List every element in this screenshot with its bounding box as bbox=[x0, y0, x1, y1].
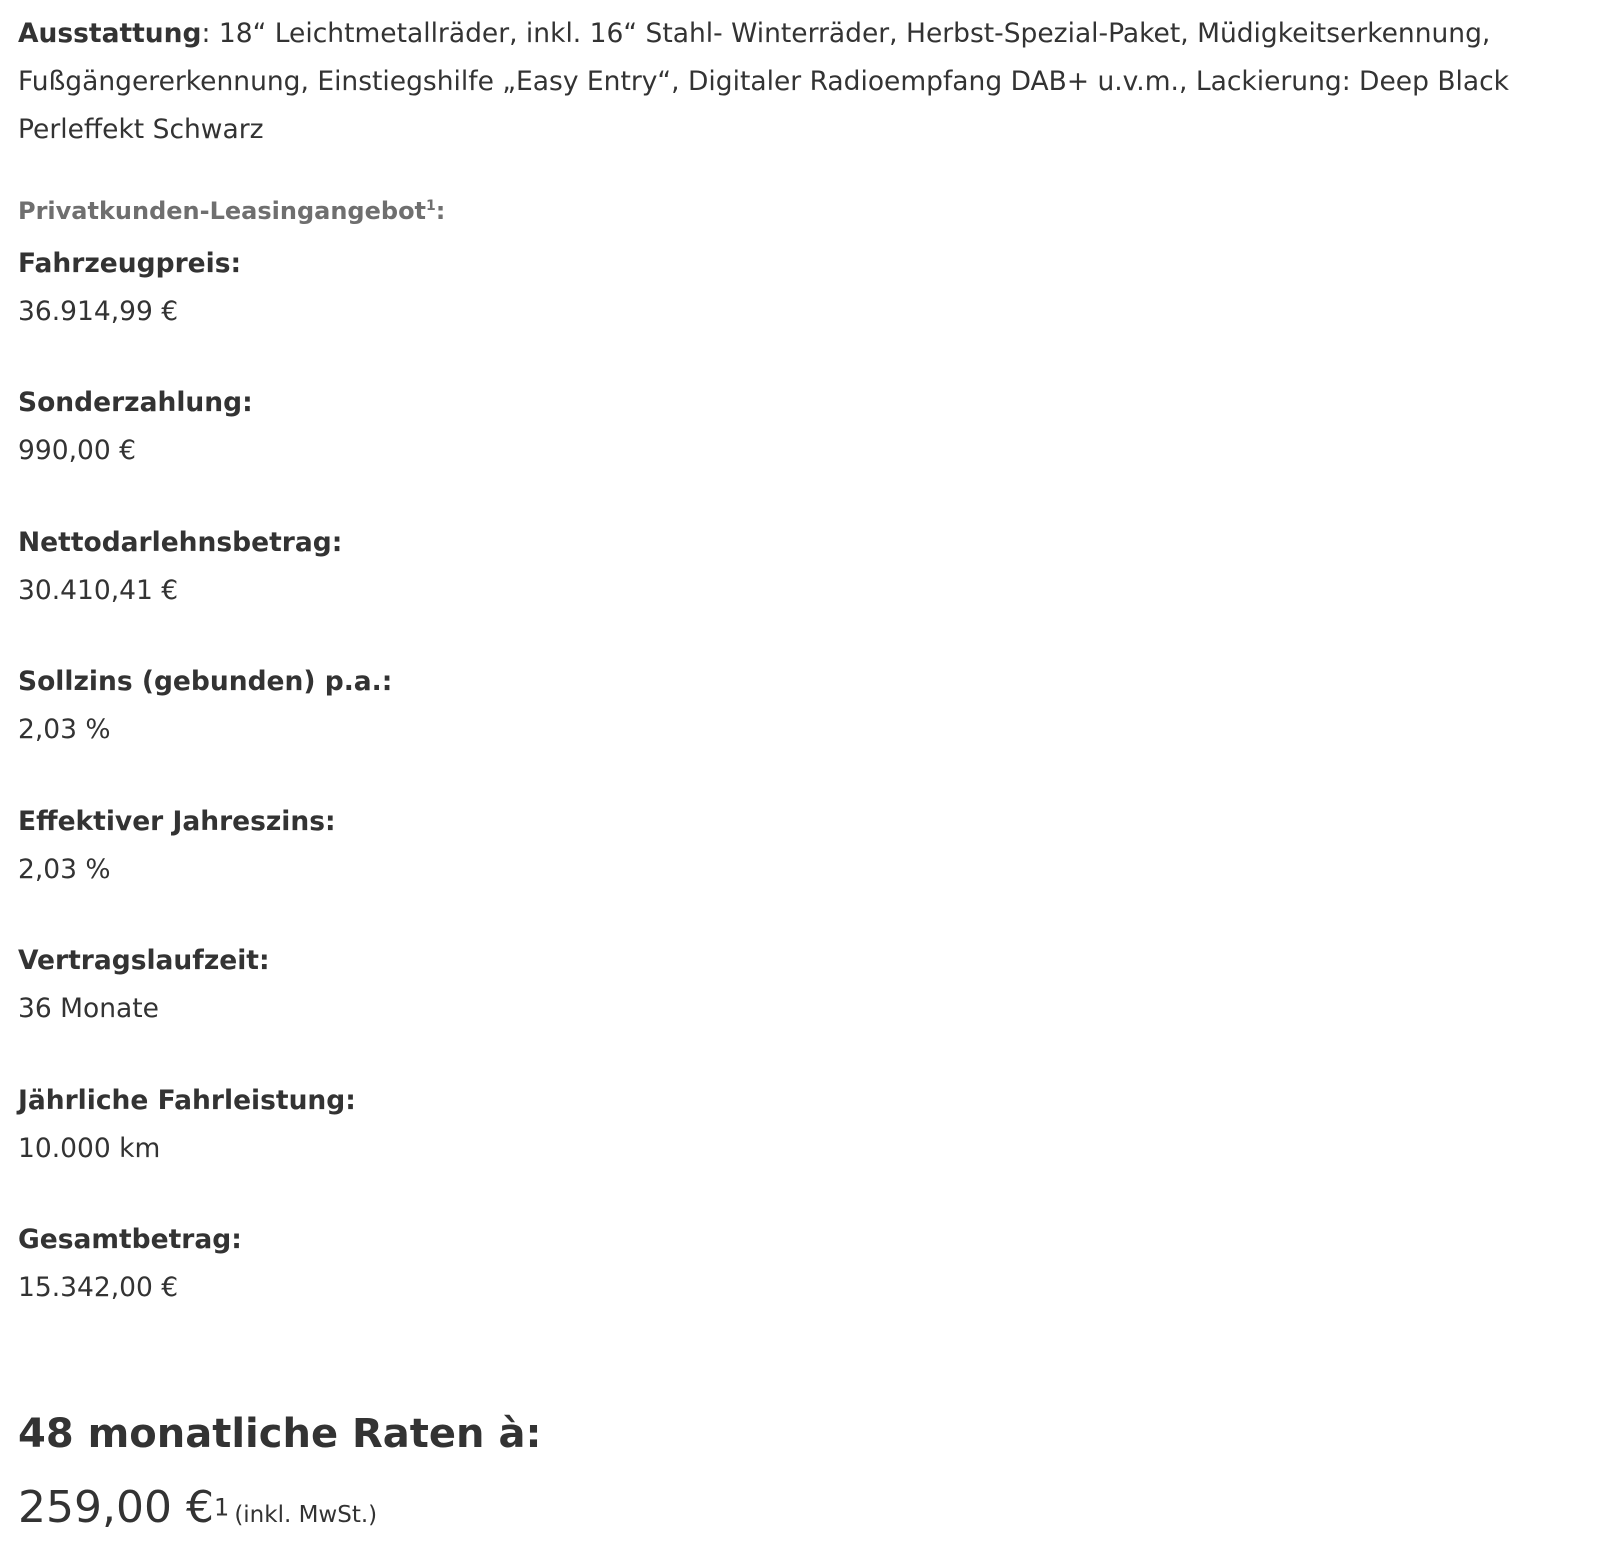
field-label: Vertragslaufzeit: bbox=[18, 945, 270, 976]
rate-footnote-marker: 1 bbox=[213, 1493, 230, 1522]
monthly-rate-amount: 259,00 € bbox=[18, 1482, 214, 1533]
field-label: Gesamtbetrag: bbox=[18, 1224, 242, 1255]
field-label: Sollzins (gebunden) p.a.: bbox=[18, 666, 393, 697]
field-value: 10.000 km bbox=[18, 1133, 161, 1164]
field-label: Fahrzeugpreis: bbox=[18, 248, 242, 279]
offer-heading-text: Privatkunden-Leasingangebot bbox=[18, 197, 427, 225]
field-borrowing-rate bbox=[18, 666, 392, 746]
equipment-label: Ausstattung bbox=[18, 18, 202, 49]
monthly-rate-vat-note: (inkl. MwSt.) bbox=[234, 1502, 378, 1528]
field-value: 36 Monate bbox=[18, 993, 159, 1024]
field-label: Jährliche Fahrleistung: bbox=[18, 1085, 356, 1116]
field-total-amount bbox=[18, 1224, 242, 1304]
field-label: Sonderzahlung: bbox=[18, 387, 253, 418]
offer-footnote-marker: 1 bbox=[426, 198, 436, 214]
equipment-paragraph bbox=[18, 10, 1608, 154]
field-contract-term bbox=[18, 945, 270, 1025]
field-annual-mileage bbox=[18, 1085, 356, 1165]
field-value: 990,00 € bbox=[18, 435, 137, 466]
offer-heading bbox=[18, 196, 445, 226]
field-value: 2,03 % bbox=[18, 714, 111, 745]
field-value: 2,03 % bbox=[18, 854, 111, 885]
field-down-payment bbox=[18, 387, 253, 467]
offer-heading-suffix: : bbox=[435, 197, 446, 225]
field-vehicle-price bbox=[18, 248, 241, 328]
field-effective-annual-rate bbox=[18, 806, 336, 886]
field-label: Nettodarlehnsbetrag: bbox=[18, 527, 343, 558]
equipment-text: : 18“ Leichtmetallräder, inkl. 16“ Stahl- Winterräder, Herbst-Spezial-Paket, Müdigkeitserkennung, Fußgängererkennung, Einstiegshilfe „Easy Entry“, Digitaler Radioempfang DAB+ u.v.m., Lackierung: Deep Black Perleffekt Schwarz bbox=[18, 18, 1510, 145]
monthly-rate bbox=[18, 1480, 377, 1545]
field-label: Effektiver Jahreszins: bbox=[18, 806, 336, 837]
field-net-loan-amount bbox=[18, 527, 342, 607]
monthly-rates-heading: 48 monatliche Raten à: bbox=[18, 1411, 542, 1457]
field-value: 36.914,99 € bbox=[18, 296, 179, 327]
field-value: 30.410,41 € bbox=[18, 575, 179, 606]
field-value: 15.342,00 € bbox=[18, 1272, 179, 1303]
